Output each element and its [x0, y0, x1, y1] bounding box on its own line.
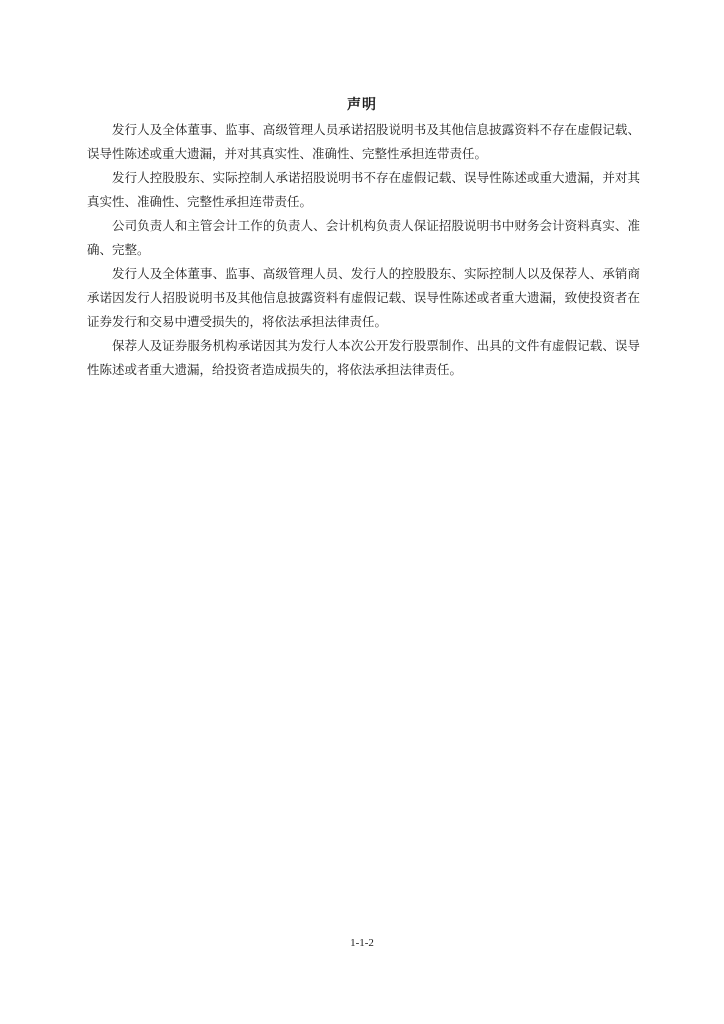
page-number: 1-1-2 — [350, 937, 374, 949]
page-title: 声明 — [347, 97, 377, 113]
paragraph-issuer-directors: 发行人及全体董事、监事、高级管理人员承诺招股说明书及其他信息披露资料不存在虚假记载、误导性陈述或重大遗漏，并对其真实性、准确性、完整性承担连带责任。 — [87, 122, 640, 161]
declaration-body — [87, 118, 640, 382]
paragraph-controlling-shareholder: 发行人控股股东、实际控制人承诺招股说明书不存在虚假记载、误导性陈述或重大遗漏，并对其真实性、准确性、完整性承担连带责任。 — [87, 170, 640, 209]
paragraph-liability-commitment: 发行人及全体董事、监事、高级管理人员、发行人的控股股东、实际控制人以及保荐人、承销商承诺因发行人招股说明书及其他信息披露资料有虚假记载、误导性陈述或者重大遗漏，致使投资者在证券发行和交易中遭受损失的，将依法承担法律责任。 — [87, 266, 640, 329]
paragraph-accounting-officers: 公司负责人和主管会计工作的负责人、会计机构负责人保证招股说明书中财务会计资料真实、准确、完整。 — [87, 218, 640, 257]
paragraph-sponsor-commitment: 保荐人及证券服务机构承诺因其为发行人本次公开发行股票制作、出具的文件有虚假记载、误导性陈述或者重大遗漏，给投资者造成损失的，将依法承担法律责任。 — [87, 338, 640, 377]
